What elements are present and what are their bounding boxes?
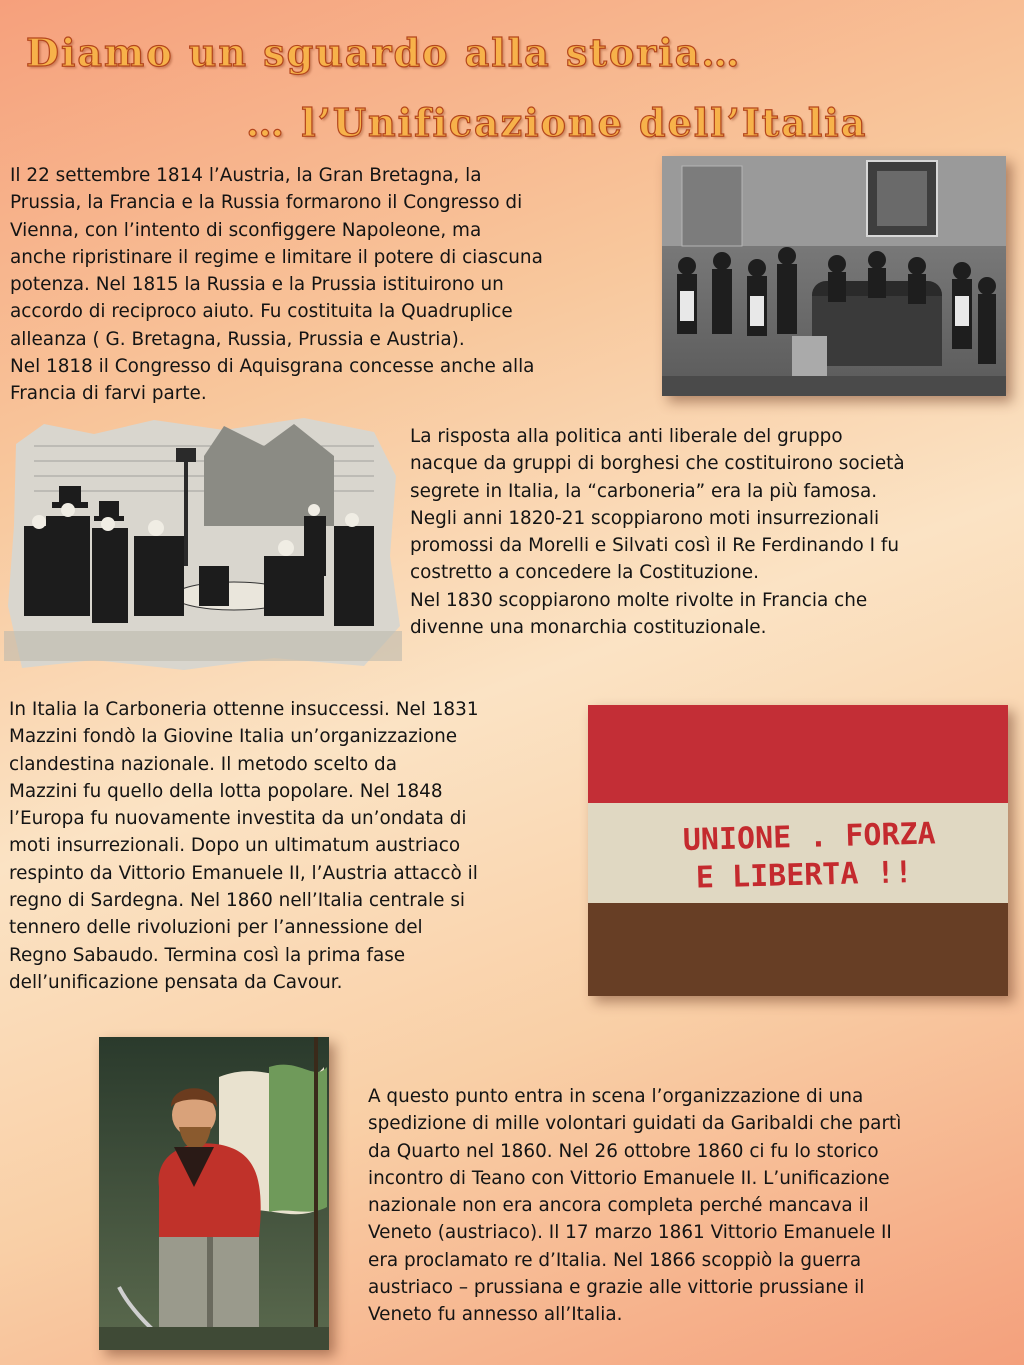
text-line: l’Europa fu nuovamente investita da un’ondata di — [9, 808, 467, 830]
text-line: Prussia, la Francia e la Russia formarono il Congresso di — [10, 192, 523, 214]
text-line: Veneto (austriaco). Il 17 marzo 1861 Vittorio Emanuele II — [368, 1222, 892, 1244]
text-line: Negli anni 1820-21 scoppiarono moti insurrezionali — [410, 507, 880, 529]
paragraph-carboneria — [410, 423, 1022, 641]
carboneria-engraving-image — [4, 416, 402, 672]
text-line: era proclamato re d’Italia. Nel 1866 scoppiò la guerra — [368, 1249, 862, 1271]
congress-of-vienna-image — [662, 156, 1006, 396]
text-line: Nel 1818 il Congresso di Aquisgrana concesse anche alla — [10, 356, 535, 378]
text-line: clandestina nazionale. Il metodo scelto da — [9, 753, 397, 775]
text-line: In Italia la Carboneria ottenne insuccessi. Nel 1831 — [9, 699, 479, 720]
text-line: accordo di reciproco aiuto. Fu costituita la Quadruplice — [10, 301, 513, 323]
text-line: potenza. Nel 1815 la Russia e la Prussia istituirono un — [10, 274, 504, 296]
text-line: tennero delle rivoluzioni per l’annessione del — [9, 917, 423, 939]
garibaldi-portrait-image — [99, 1037, 329, 1350]
paragraph-mazzini — [9, 696, 577, 996]
text-line: nacque da gruppi di borghesi che costituirono società — [410, 453, 905, 475]
text-line: Vienna, con l’intento di sconfiggere Napoleone, ma — [10, 219, 482, 241]
text-line: Il 22 settembre 1814 l’Austria, la Gran Bretagna, la — [10, 165, 482, 186]
text-line: promossi da Morelli e Silvati così il Re Ferdinando I fu — [410, 535, 900, 557]
text-line: divenne una monarchia costituzionale. — [410, 617, 767, 639]
text-line: da Quarto nel 1860. Nel 26 ottobre 1860 ci fu lo storico — [368, 1140, 879, 1162]
page-title-line-1: Diamo un sguardo alla storia… — [26, 30, 742, 75]
text-line: Regno Sabaudo. Termina così la prima fase — [9, 944, 406, 966]
page-title-line-2: … l’Unificazione dell’Italia — [246, 100, 868, 145]
banner-text-line-2: E LIBERTA !! — [695, 855, 914, 896]
text-line: Nel 1830 scoppiarono molte rivolte in Francia che — [410, 589, 868, 611]
text-line: incontro di Teano con Vittorio Emanuele II. L’unificazione — [368, 1167, 890, 1189]
text-line: A questo punto entra in scena l’organizzazione di una — [368, 1086, 864, 1107]
text-line: La risposta alla politica anti liberale del gruppo — [410, 426, 843, 447]
paragraph-garibaldi — [368, 1083, 1018, 1329]
text-line: Veneto fu annesso all’Italia. — [368, 1304, 623, 1326]
text-line: Mazzini fondò la Giovine Italia un’organizzazione — [9, 726, 458, 748]
text-line: moti insurrezionali. Dopo un ultimatum austriaco — [9, 835, 461, 857]
text-line: austriaco – prussiana e grazie alle vittorie prussiane il — [368, 1277, 865, 1299]
text-line: regno di Sardegna. Nel 1860 nell’Italia centrale si — [9, 890, 466, 912]
text-line: Francia di farvi parte. — [10, 383, 207, 405]
text-line: dell’unificazione pensata da Cavour. — [9, 971, 343, 993]
text-line: alleanza ( G. Bretagna, Russia, Prussia e Austria). — [10, 328, 465, 350]
text-line: Mazzini fu quello della lotta popolare. Nel 1848 — [9, 780, 443, 802]
text-line: spedizione di mille volontari guidati da Garibaldi che partì — [368, 1113, 902, 1135]
text-line: costretto a concedere la Costituzione. — [410, 562, 759, 584]
paragraph-congress-of-vienna — [10, 162, 650, 408]
banner-text-line-1: UNIONE . FORZA — [682, 816, 937, 859]
text-line: segrete in Italia, la “carboneria” era la più famosa. — [410, 480, 878, 502]
text-line: respinto da Vittorio Emanuele II, l’Austria attaccò il — [9, 862, 478, 884]
text-line: nazionale non era ancora completa perché mancava il — [368, 1195, 869, 1217]
tricolor-banner-image — [588, 705, 1008, 996]
text-line: anche ripristinare il regime e limitare il potere di ciascuna — [10, 246, 543, 268]
